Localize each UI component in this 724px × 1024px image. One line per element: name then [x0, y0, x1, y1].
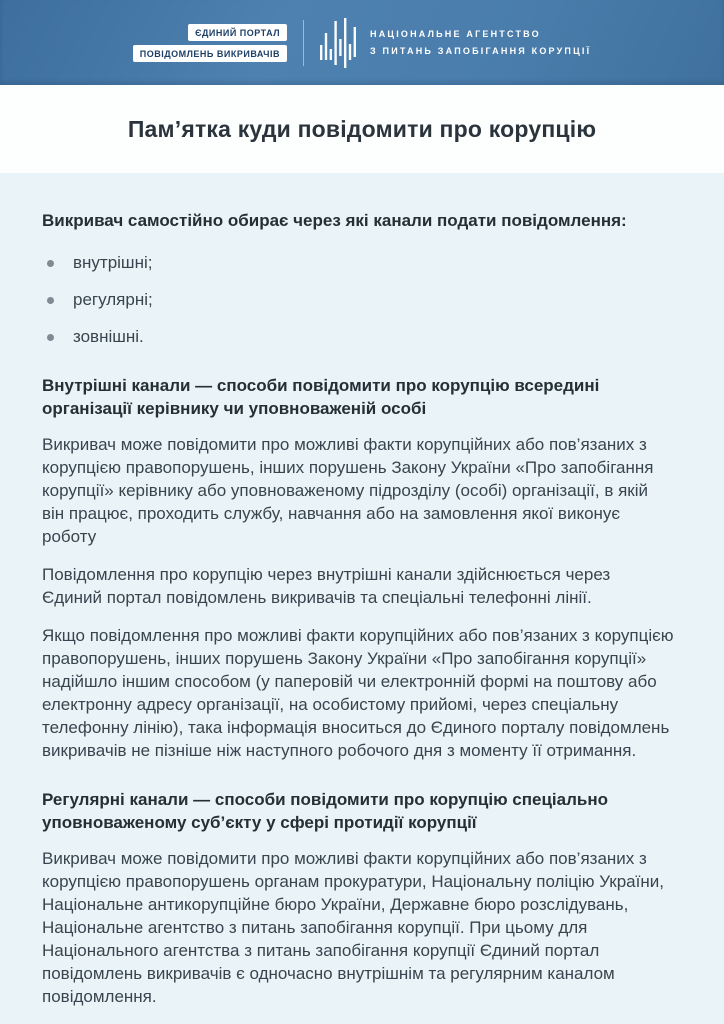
- paragraph: Якщо повідомлення про можливі факти корупційних або пов’язаних з корупцією правопорушень, інших порушень Закону України «Про запобігання корупції» надійшло іншим способом (у паперовій чи електронній формі на поштову або електронну адресу організації, на особистому прийомі, через спеціальну телефонну лінію), така інформація вноситься до Єдиного порталу повідомлень викривачів не пізніше ніж наступного робочого дня з моменту її отримання.: [42, 626, 674, 760]
- portal-logo-line1: ЄДИНИЙ ПОРТАЛ: [188, 24, 287, 41]
- nazk-bars-icon: [320, 18, 356, 68]
- list-item-internal: [47, 252, 682, 274]
- paragraph: Викривач може повідомити про можливі факти корупційних або пов’язаних з корупцією правопорушень органам прокуратури, Національну поліцію України, Національне антикорупційне бюро України, Державне бюро розслідувань, Національне агентство з питань запобігання корупції. При цьому для Національного агентства з питань запобігання корупції Єдиний портал повідомлень викривачів є одночасно внутрішнім та регулярним каналом повідомлення.: [42, 849, 664, 1006]
- header-bar: [0, 0, 724, 85]
- nazk-logo-text: [370, 26, 591, 58]
- channel-list: [42, 252, 682, 348]
- portal-logo-line2: ПОВІДОМЛЕНЬ ВИКРИВАЧІВ: [133, 45, 287, 62]
- logo-group: [133, 18, 592, 68]
- list-item-external: [47, 326, 682, 348]
- section-heading-internal-channels: Внутрішні канали — способи повідомити про корупцію всередині організації керівнику чи уповноваженій особі: [42, 376, 600, 418]
- section-heading-regular-channels: Регулярні канали — способи повідомити про корупцію спеціально уповноваженому суб’єкту у сфері протидії корупції: [42, 790, 609, 832]
- document-body: [0, 173, 724, 1024]
- bullet-dot: [47, 334, 54, 341]
- nazk-logo-line1: НАЦІОНАЛЬНЕ АГЕНТСТВО: [370, 29, 541, 40]
- list-item-label: регулярні;: [73, 290, 153, 309]
- bullet-dot: [47, 260, 54, 267]
- portal-logo: [133, 24, 287, 62]
- list-item-regular: [47, 289, 682, 311]
- logo-divider: [303, 20, 304, 66]
- nazk-logo-line2: З ПИТАНЬ ЗАПОБІГАННЯ КОРУПЦІЇ: [370, 45, 592, 56]
- paragraph: Викривач може повідомити про можливі факти корупційних або пов’язаних з корупцією правопорушень, інших порушень Закону України «Про запобігання корупції» керівнику або уповноваженому підрозділу (особі) організації, в якій він працює, проходить службу, навчання або на замовлення якої виконує роботу: [42, 435, 654, 546]
- list-item-label: внутрішні;: [73, 253, 153, 272]
- paragraph: Повідомлення про корупцію через внутрішні канали здійснюється через Єдиний портал повідомлень викривачів та спеціальні телефонні лінії.: [42, 565, 611, 607]
- bullet-dot: [47, 297, 54, 304]
- list-item-label: зовнішні.: [73, 327, 144, 346]
- page-title: Пам’ятка куди повідомити про корупцію: [127, 115, 597, 142]
- title-band: [0, 85, 724, 173]
- intro-heading: Викривач самостійно обирає через які канали подати повідомлення:: [42, 211, 627, 230]
